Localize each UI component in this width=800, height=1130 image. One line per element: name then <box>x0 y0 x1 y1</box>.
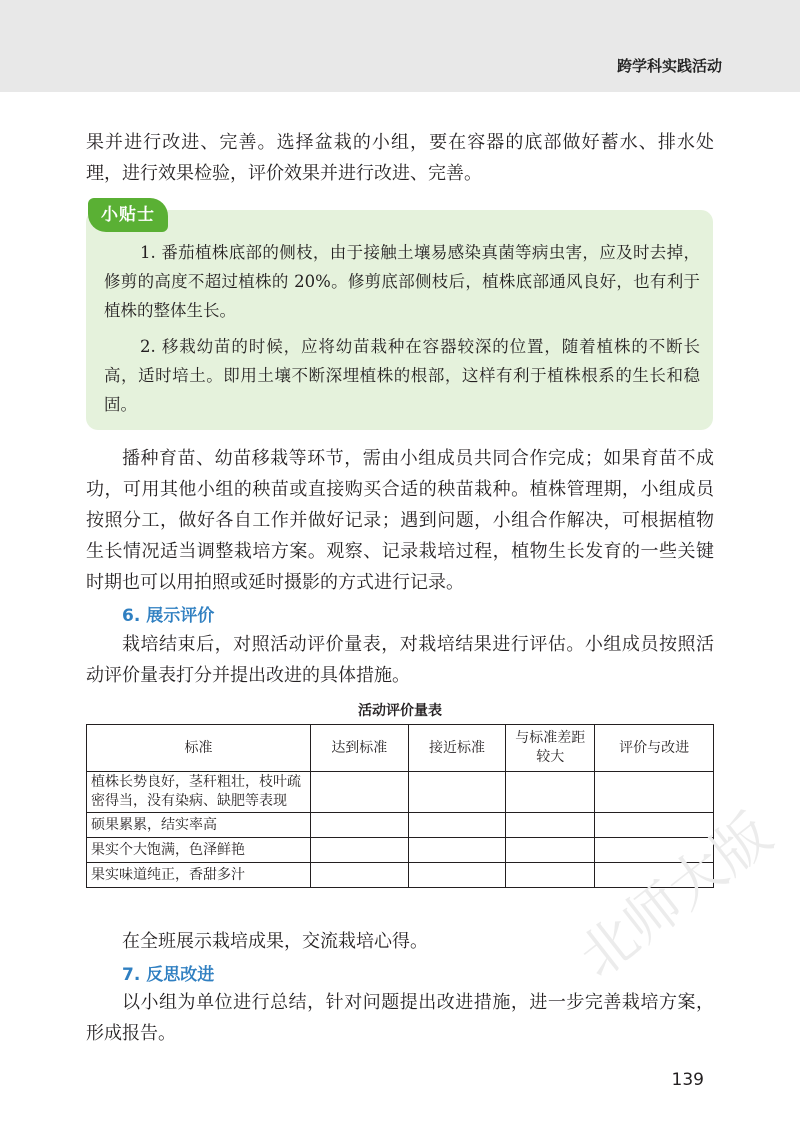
header-near: 接近标准 <box>408 725 506 772</box>
empty-cell <box>311 772 409 813</box>
empty-cell <box>408 838 506 863</box>
standard-cell: 硕果累累，结实率高 <box>87 813 311 838</box>
tip-item-1: 1. 番茄植株底部的侧枝，由于接触土壤易感染真菌等病虫害，应及时去掉，修剪的高度不超过植株的 20%。修剪底部侧枝后，植株底部通风良好，也有利于植株的整体生长。 <box>104 243 700 320</box>
empty-cell <box>506 772 595 813</box>
tip-item-2: 2. 移栽幼苗的时候，应将幼苗栽种在容器较深的位置，随着植株的不断长高，适时培土。即用土壤不断深埋植株的根部，这样有利于植株根系的生长和稳固。 <box>104 337 700 414</box>
header-review: 评价与改进 <box>595 725 714 772</box>
table-row <box>87 772 714 813</box>
evaluation-table <box>86 724 714 888</box>
empty-cell <box>311 838 409 863</box>
header-title: 跨学科实践活动 <box>616 57 722 75</box>
standard-cell: 果实味道纯正，香甜多汁 <box>87 863 311 888</box>
section-7-text: 以小组为单位进行总结，针对问题提出改进措施，进一步完善栽培方案，形成报告。 <box>86 992 714 1044</box>
table-header-row <box>87 725 714 772</box>
watermark: 北师大版 <box>567 801 784 991</box>
tips-tag: 小贴士 <box>88 198 168 232</box>
empty-cell <box>506 838 595 863</box>
standard-cell: 果实个大饱满，色泽鲜艳 <box>87 838 311 863</box>
standard-cell: 植株长势良好，茎秆粗壮，枝叶疏密得当，没有染病、缺肥等表现 <box>87 772 311 813</box>
growth-paragraph: 播种育苗、幼苗移栽等环节，需由小组成员共同合作完成；如果育苗不成功，可用其他小组的秧苗或直接购买合适的秧苗栽种。植株管理期，小组成员按照分工，做好各自工作并做好记录；遇到问题，小组合作解决，可根据植物生长情况适当调整栽培方案。观察、记录栽培过程，植物生长发育的一些关键时期也可以用拍照或延时摄影的方式进行记录。 <box>86 448 714 593</box>
empty-cell <box>311 863 409 888</box>
header-met: 达到标准 <box>311 725 409 772</box>
header-far: 与标准差距较大 <box>506 725 595 772</box>
section-6-text: 栽培结束后，对照活动评价量表，对栽培结果进行评估。小组成员按照活动评价量表打分并提出改进的具体措施。 <box>86 634 714 686</box>
empty-cell <box>506 863 595 888</box>
empty-cell <box>595 772 714 813</box>
section-7-title: 7. 反思改进 <box>122 965 215 985</box>
table-row <box>87 838 714 863</box>
empty-cell <box>408 863 506 888</box>
empty-cell <box>408 772 506 813</box>
empty-cell <box>311 813 409 838</box>
header-standard: 标准 <box>87 725 311 772</box>
empty-cell <box>408 813 506 838</box>
intro-paragraph: 果并进行改进、完善。选择盆栽的小组，要在容器的底部做好蓄水、排水处理，进行效果检验，评价效果并进行改进、完善。 <box>86 132 714 184</box>
page-number: 139 <box>671 1070 704 1090</box>
table-row <box>87 813 714 838</box>
page-header <box>0 0 800 92</box>
table-caption: 活动评价量表 <box>358 703 442 719</box>
show-paragraph: 在全班展示栽培成果，交流栽培心得。 <box>122 931 428 952</box>
empty-cell <box>506 813 595 838</box>
section-6-title: 6. 展示评价 <box>122 606 215 626</box>
